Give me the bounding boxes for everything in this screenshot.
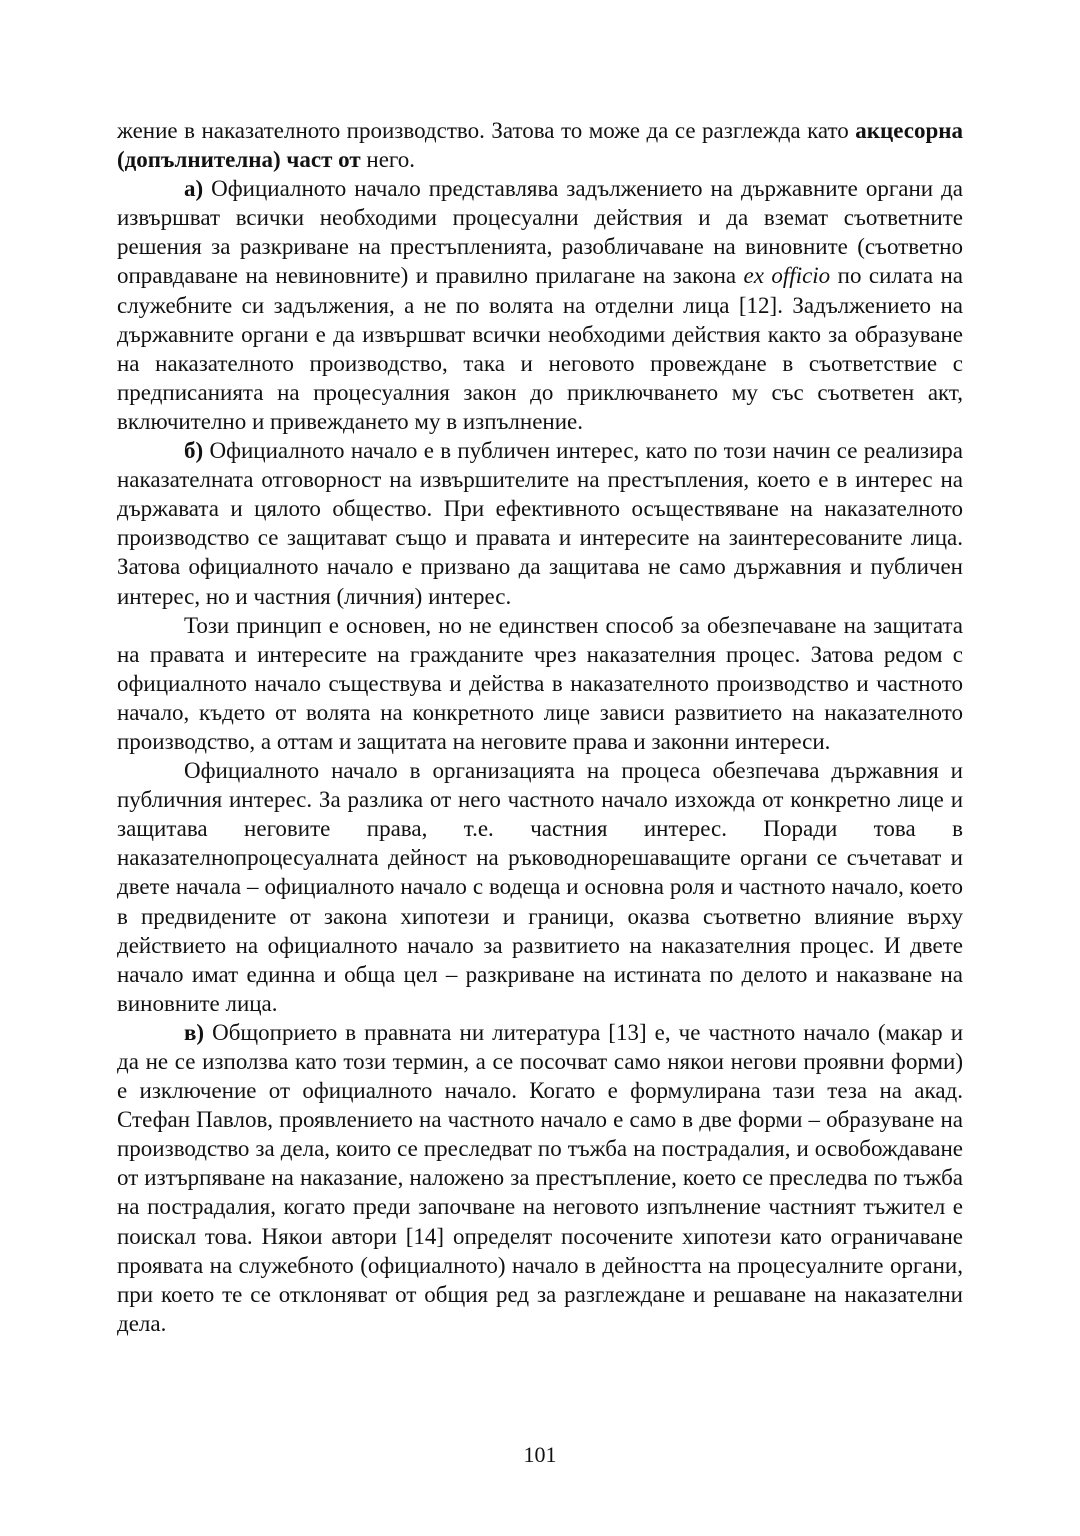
- paragraph-text: него.: [360, 147, 416, 173]
- bold-term: акцесорна (допълнителна) част от: [117, 118, 963, 173]
- paragraph-text: по силата на служебните си задължения, а не по волята на отделни лица [12]. Задължението на държавните органи е да извършват всички необходими действия както за образуване на наказателното производство, така и неговото провеждане в съответствие с предписанията на процесуалния закон до приключването му със съответен акт, включително и привеждането му в изпълнение.: [117, 263, 963, 434]
- body-text: [117, 116, 963, 1338]
- paragraph-continuation: [117, 116, 963, 174]
- paragraph-principle: Този принцип е основен, но не единствен способ за обезпечаване на защитата на правата и интересите на гражданите чрез наказателния процес. Затова редом с официалното начало съществува и действа в наказателното производство и частното начало, където от волята на конкретното лице зависи развитието на наказателното производство, а оттам и защитата на неговите права и законни интереси.: [117, 612, 963, 754]
- page-body: [117, 116, 963, 1456]
- page-number: 101: [523, 1442, 557, 1467]
- list-marker-b: б): [184, 438, 204, 464]
- latin-term: ex officio: [743, 263, 831, 289]
- paragraph-text: жение в наказателното производство. Затова то може да се разглежда като: [117, 118, 856, 143]
- paragraph-text: Официалното начало е в публичен интерес, като по този начин се реализира наказателната отговорност на извършителите на престъпления, което е в интерес на държавата и цялото общество. При ефективното осъществяване на наказателното производство се защитават също и правата и интересите на заинтересованите лица. Затова официалното начало е призвано да защитава не само държавния и публичен интерес, но и частния (личния) интерес.: [117, 438, 963, 609]
- paragraph-b: [117, 436, 963, 611]
- list-marker-a: а): [184, 176, 204, 202]
- paragraph-a: [117, 174, 963, 436]
- list-marker-c: в): [184, 1019, 205, 1045]
- paragraph-text: Официалното начало представлява задължението на държавните органи да извършват всички необходими процесуални действия и да вземат съответните решения за разкриване на престъпленията, разобличаване на виновните (съответно оправдаване на невиновните) и правилно прилагане на закона: [117, 176, 963, 289]
- paragraph-c: [117, 1018, 963, 1338]
- paragraph-official-principle: Официалното начало в организацията на процеса обезпечава държавния и публичния интерес. За разлика от него частното начало изхожда от конкретно лице и защитава неговите права, т.е. частния интерес. Поради това в наказателнопроцесуалната дейност на ръководнорешаващите органи се съчетават и двете начала – официалното начало с водеща и основна роля и частното начало, което в предвидените от закона хипотези и граници, оказва съответно влияние върху действието на официалното начало за развитието на наказателния процес. И двете начало имат единна и обща цел – разкриване на истината по делото и наказване на виновните лица.: [117, 758, 963, 1016]
- paragraph-text: Общоприето в правната ни литература [13] е, че частното начало (макар и да не се използва като този термин, а се посочват само някои негови проявни форми) е изключение от официалното начало. Когато е формулирана тази теза на акад. Стефан Павлов, проявлението на частното начало е само в две форми – образуване на производство за дела, които се преследват по тъжба на пострадалия, и освобождаване от изтърпяване на наказание, наложено за престъпление, което се преследва по тъжба на пострадалия, когато преди започване на неговото изпълнение частният тъжител е поискал това. Някои автори [14] определят посочените хипотези като ограничаване проявата на служебното (официалното) начало в дейността на процесуалните органи, при което те се отклоняват от общия ред за разглеждане и решаване на наказателни дела.: [117, 1019, 963, 1336]
